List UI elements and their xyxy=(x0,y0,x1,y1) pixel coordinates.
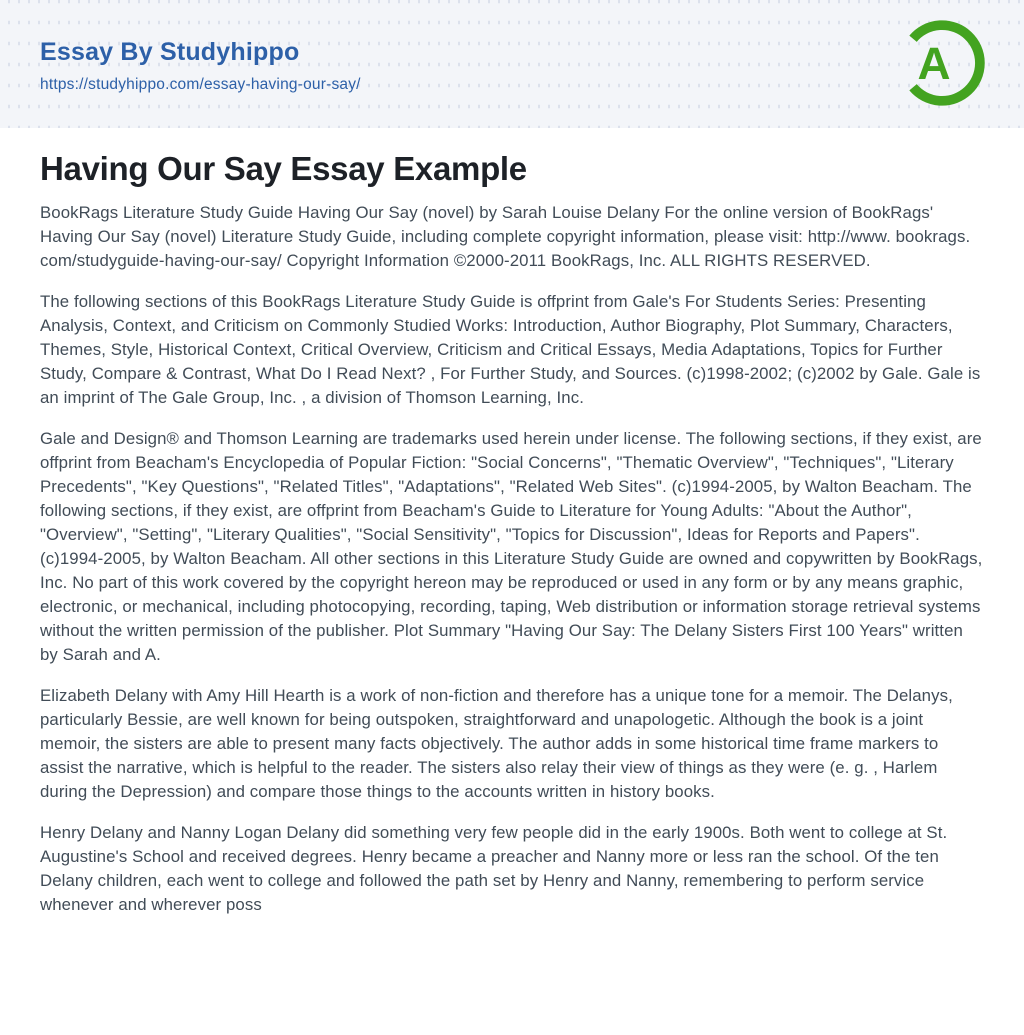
logo-letter: A xyxy=(917,37,951,89)
essay-paragraph-5: Henry Delany and Nanny Logan Delany did something very few people did in the early 1900s. Both went to college at St. Augustine's School and received degrees. Henry became a preacher and Nanny more or less ran the school. Of the ten Delany children, each went to college and followed the path set by Henry and Nanny, remembering to perform service whenever and wherever poss xyxy=(40,822,948,914)
essay-paragraph-2: The following sections of this BookRags Literature Study Guide is offprint from Gale's For Students Series: Presenting Analysis, Context, and Criticism on Commonly Studied Works: Introduction, Author Biography, Plot Summary, Characters, Themes, Style, Historical Context, Critical Overview, Criticism and Critical Essays, Media Adaptations, Topics for Further Study, Compare & Contrast, What Do I Read Next? , For Further Study, and Sources. (c)1998-2002; (c)2002 by Gale. Gale is an imprint of The Gale Group, Inc. , a division of Thomson Learning, Inc. xyxy=(40,291,981,407)
header-text-block xyxy=(40,34,361,94)
essay-paragraph-3: Gale and Design® and Thomson Learning are trademarks used herein under license. The following sections, if they exist, are offprint from Beacham's Encyclopedia of Popular Fiction: "Social Concerns", "Thematic Overview", "Techniques", "Literary Precedents", "Key Questions", "Related Titles", "Adaptations", "Related Web Sites". (c)1994-2005, by Walton Beacham. The following sections, if they exist, are offprint from Beacham's Guide to Literature for Young Adults: "About the Author", "Overview", "Setting", "Literary Qualities", "Social Sensitivity", "Topics for Discussion", Ideas for Reports and Papers". (c)1994-2005, by Walton Beacham. All other sections in this Literature Study Guide are owned and copywritten by BookRags, Inc. No part of this work covered by the copyright hereon may be reproduced or used in any form or by any means graphic, electronic, or mechanical, including photocopying, recording, taping, Web distribution or information storage retrieval systems without the written permission of the publisher. Plot Summary "Having Our Say: The Delany Sisters First 100 Years" written by Sarah and A. xyxy=(40,428,983,664)
essay-paragraph-4: Elizabeth Delany with Amy Hill Hearth is a work of non-fiction and therefore has a unique tone for a memoir. The Delanys, particularly Bessie, are well known for being outspoken, straightforward and unapologetic. Although the book is a joint memoir, the sisters are able to present many facts objectively. The author adds in some historical time frame markers to assist the narrative, which is helpful to the reader. The sisters also relay their view of things as they were (e. g. , Harlem during the Depression) and compare those things to the accounts written in history books. xyxy=(40,685,953,801)
page-header xyxy=(0,0,1024,128)
page-title: Having Our Say Essay Example xyxy=(40,150,527,187)
studyhippo-logo-icon xyxy=(898,19,986,112)
site-title: Essay By Studyhippo xyxy=(40,38,300,66)
essay-article xyxy=(0,149,1024,917)
essay-paragraph-1: BookRags Literature Study Guide Having Our Say (novel) by Sarah Louise Delany For the online version of BookRags' Having Our Say (novel) Literature Study Guide, including complete copyright information, please visit: http://www. bookrags. com/studyguide-having-our-say/ Copyright Information ©2000-2011 BookRags, Inc. ALL RIGHTS RESERVED. xyxy=(40,202,971,270)
source-url-link[interactable]: https://studyhippo.com/essay-having-our-say/ xyxy=(40,76,361,93)
